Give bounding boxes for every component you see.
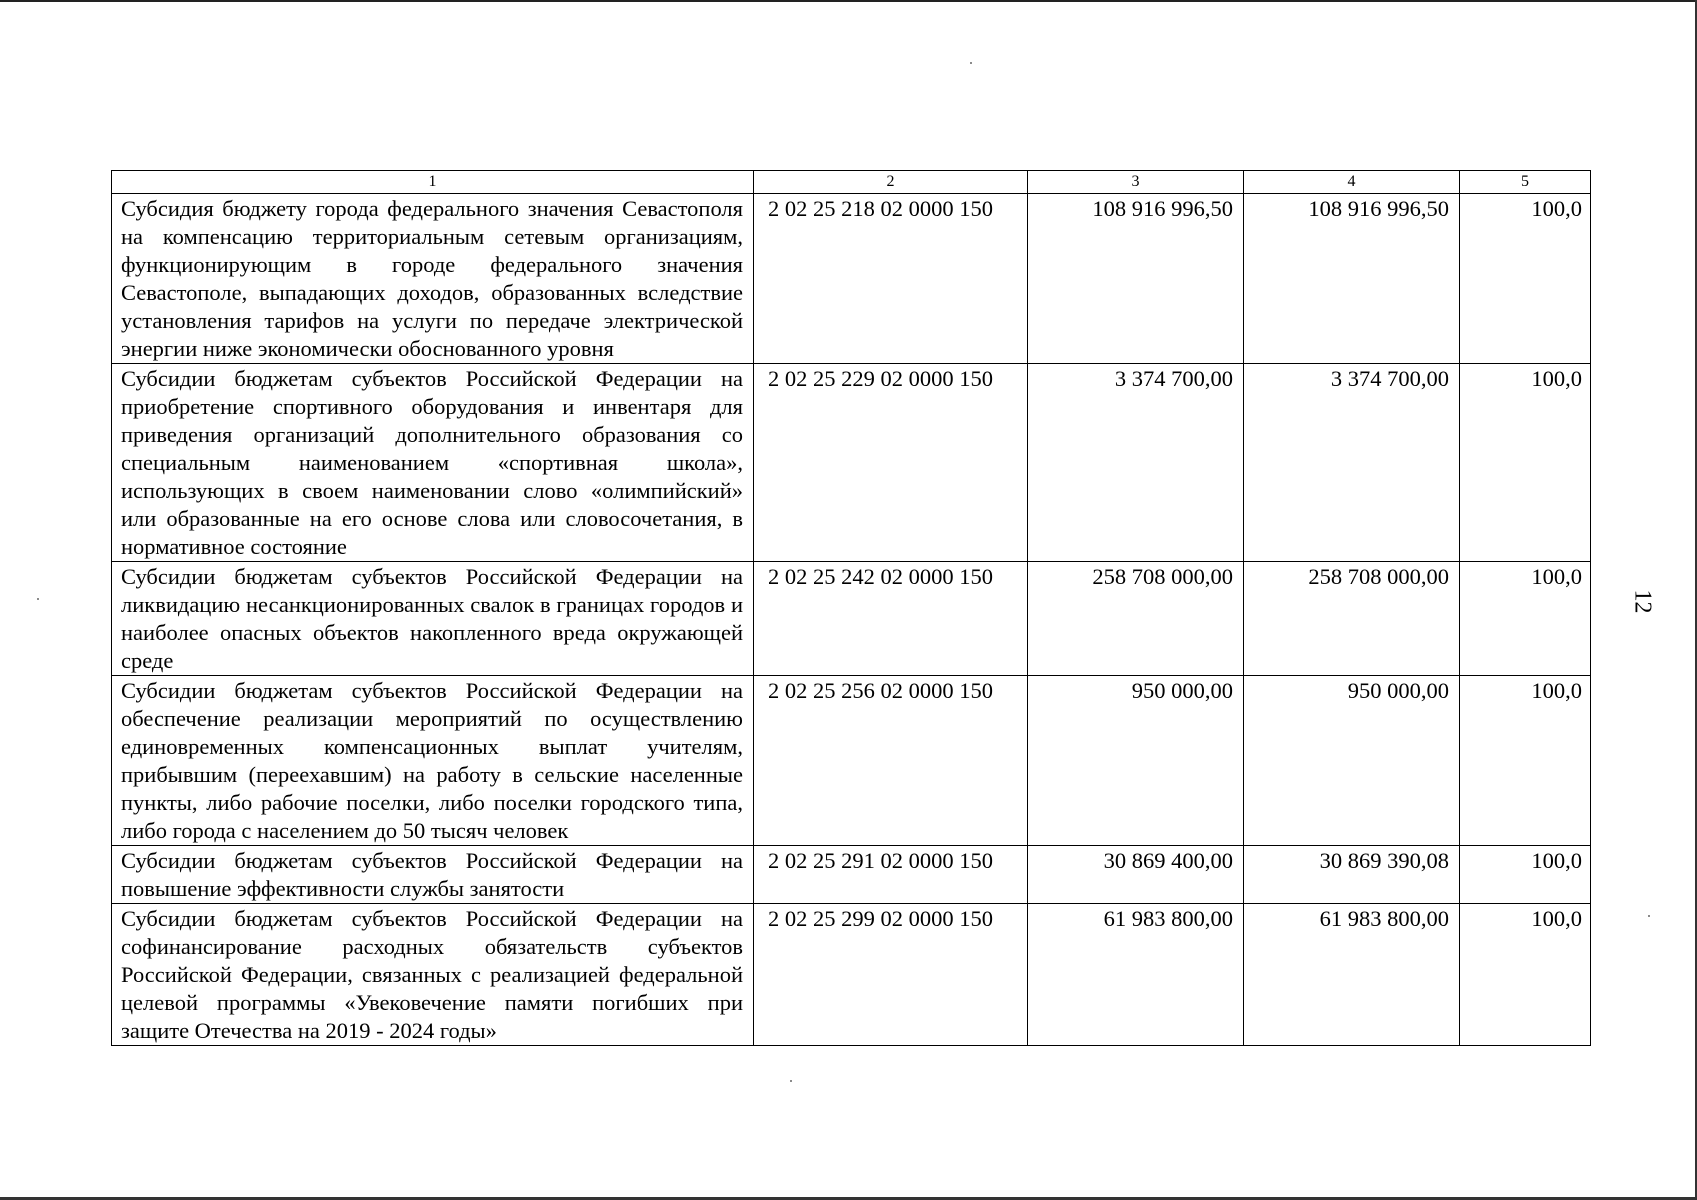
- table-row: [112, 562, 1591, 676]
- scan-speck: [970, 62, 972, 64]
- subsidy-name: Субсидия бюджету города федерального значения Севастополя на компенсацию территориальным сетевым организациям, функционирующим в городе федерального значения Севастополе, выпадающих доходов, образованных вследствие установления тарифов на услуги по передаче электрической энергии ниже экономически обоснованного уровня: [112, 194, 754, 364]
- column-number-4: 4: [1244, 171, 1460, 194]
- execution-percent: 100,0: [1460, 676, 1591, 846]
- column-number-row: [112, 171, 1591, 194]
- column-number-2: 2: [754, 171, 1028, 194]
- scan-edge-top: [0, 0, 1697, 2]
- subsidy-name: Субсидии бюджетам субъектов Российской Федерации на ликвидацию несанкционированных свалок в границах городов и наиболее опасных объектов накопленного вреда окружающей среде: [112, 562, 754, 676]
- subsidy-name: Субсидии бюджетам субъектов Российской Федерации на обеспечение реализации мероприятий по осуществлению единовременных компенсационных выплат учителям, прибывшим (переехавшим) на работу в сельские населенные пункты, либо рабочие поселки, либо поселки городского типа, либо города с населением до 50 тысяч человек: [112, 676, 754, 846]
- table-row: [112, 904, 1591, 1046]
- executed-amount: 61 983 800,00: [1244, 904, 1460, 1046]
- planned-amount: 108 916 996,50: [1028, 194, 1244, 364]
- budget-code: 2 02 25 256 02 0000 150: [754, 676, 1028, 846]
- table-row: [112, 846, 1591, 904]
- table-row: [112, 364, 1591, 562]
- column-number-5: 5: [1460, 171, 1591, 194]
- scan-speck: [37, 598, 39, 600]
- planned-amount: 3 374 700,00: [1028, 364, 1244, 562]
- budget-code: 2 02 25 291 02 0000 150: [754, 846, 1028, 904]
- budget-code: 2 02 25 218 02 0000 150: [754, 194, 1028, 364]
- budget-code: 2 02 25 299 02 0000 150: [754, 904, 1028, 1046]
- execution-percent: 100,0: [1460, 846, 1591, 904]
- subsidy-name: Субсидии бюджетам субъектов Российской Федерации на приобретение спортивного оборудования и инвентаря для приведения организаций дополнительного образования со специальным наименованием «спортивная школа», использующих в своем наименовании слово «олимпийский» или образованные на его основе слова или словосочетания, в нормативное состояние: [112, 364, 754, 562]
- executed-amount: 258 708 000,00: [1244, 562, 1460, 676]
- executed-amount: 3 374 700,00: [1244, 364, 1460, 562]
- executed-amount: 108 916 996,50: [1244, 194, 1460, 364]
- column-number-3: 3: [1028, 171, 1244, 194]
- page-number: 12: [1629, 589, 1656, 614]
- subsidy-name: Субсидии бюджетам субъектов Российской Федерации на повышение эффективности службы занятости: [112, 846, 754, 904]
- budget-table: [111, 170, 1591, 1046]
- budget-code: 2 02 25 242 02 0000 150: [754, 562, 1028, 676]
- table-row: [112, 194, 1591, 364]
- planned-amount: 258 708 000,00: [1028, 562, 1244, 676]
- executed-amount: 950 000,00: [1244, 676, 1460, 846]
- execution-percent: 100,0: [1460, 194, 1591, 364]
- executed-amount: 30 869 390,08: [1244, 846, 1460, 904]
- execution-percent: 100,0: [1460, 904, 1591, 1046]
- planned-amount: 61 983 800,00: [1028, 904, 1244, 1046]
- budget-code: 2 02 25 229 02 0000 150: [754, 364, 1028, 562]
- table-row: [112, 676, 1591, 846]
- scan-speck: [790, 1080, 792, 1082]
- execution-percent: 100,0: [1460, 364, 1591, 562]
- scan-speck: [1648, 915, 1650, 917]
- subsidy-name: Субсидии бюджетам субъектов Российской Федерации на софинансирование расходных обязательств субъектов Российской Федерации, связанных с реализацией федеральной целевой программы «Увековечение памяти погибших при защите Отечества на 2019 - 2024 годы»: [112, 904, 754, 1046]
- execution-percent: 100,0: [1460, 562, 1591, 676]
- planned-amount: 950 000,00: [1028, 676, 1244, 846]
- planned-amount: 30 869 400,00: [1028, 846, 1244, 904]
- column-number-1: 1: [112, 171, 754, 194]
